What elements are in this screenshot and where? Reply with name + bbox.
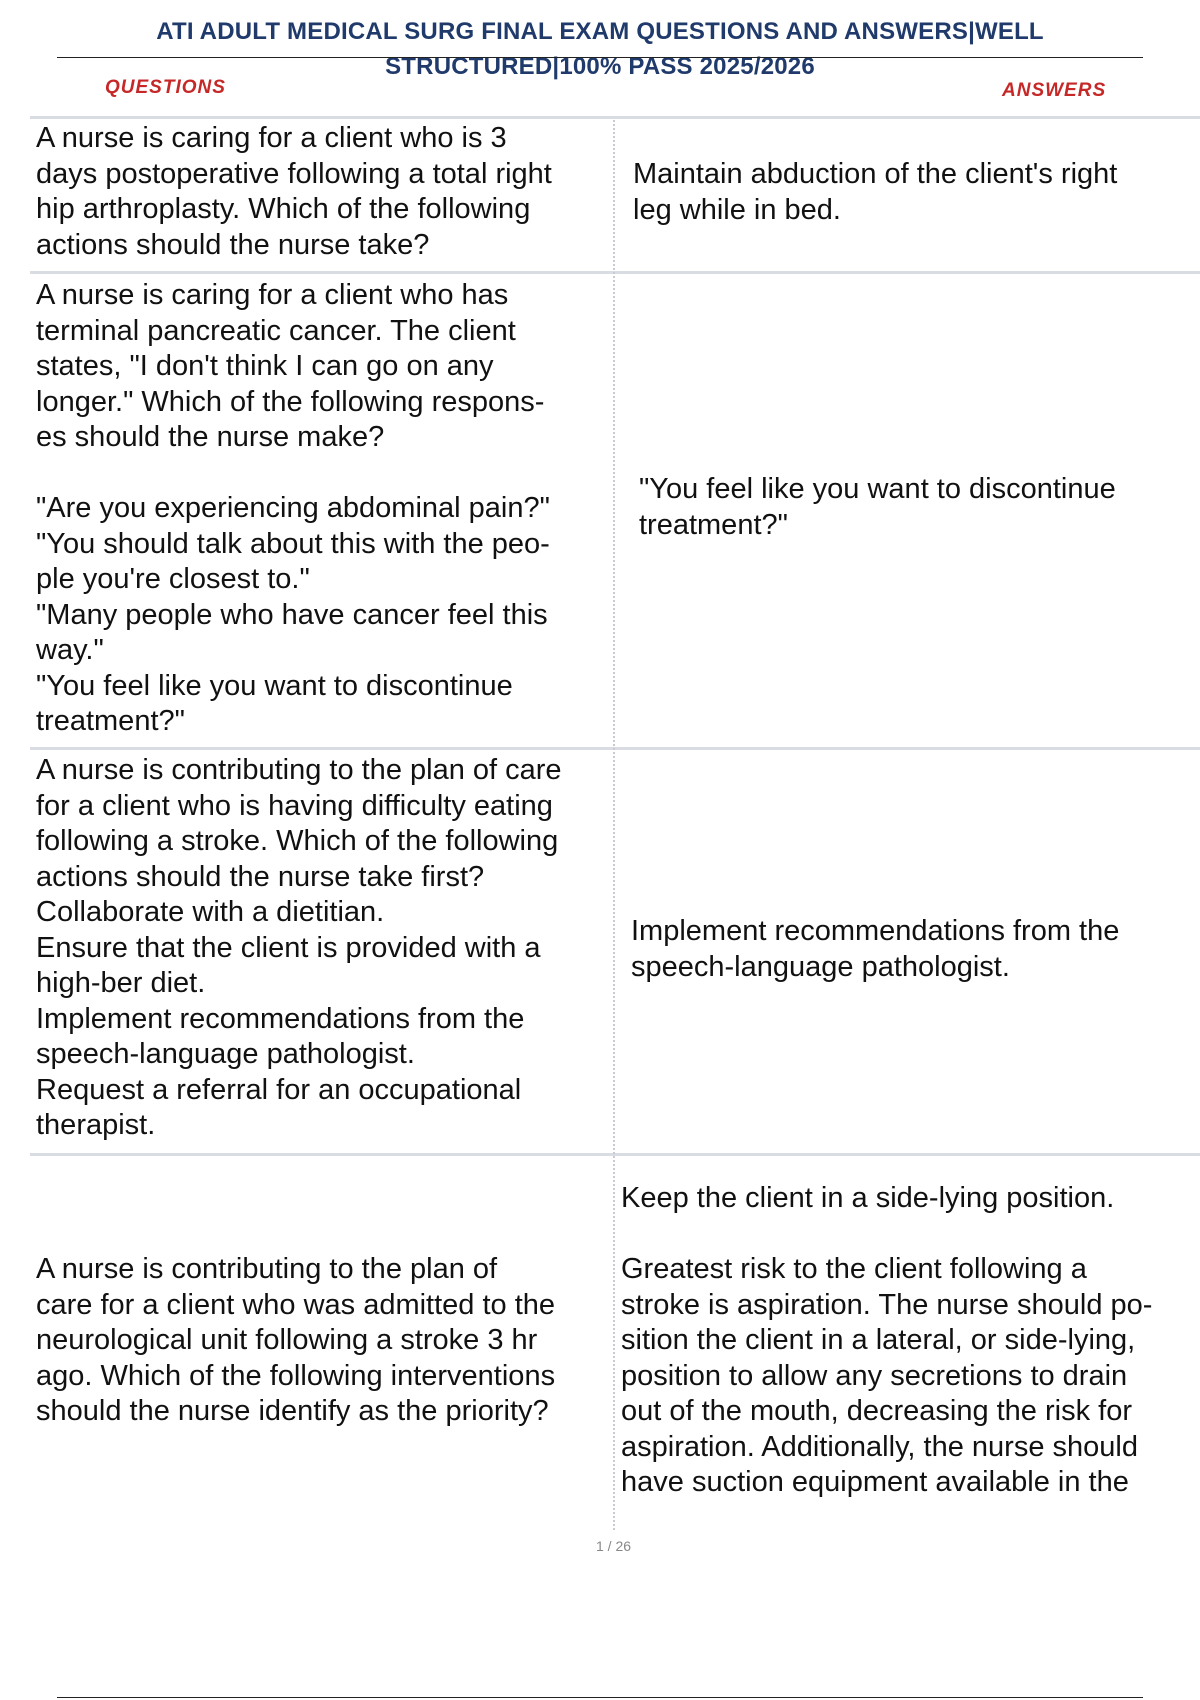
column-divider <box>613 120 615 1530</box>
page-number: 1 / 26 <box>595 1538 632 1554</box>
questions-column-header: QUESTIONS <box>105 77 226 98</box>
answers-column-header: ANSWERS <box>1002 80 1107 101</box>
answer-cell: Maintain abduction of the client's right leg while in bed. <box>633 158 1118 226</box>
question-cell: A nurse is caring for a client who has terminal pancreatic cancer. The client states, "I don't think I can go on any longer." Which of the following respons- es should the nurse make? "Are you experiencing abdominal pain?" "You should talk about this with the peo- ple you're closest to." "Many people who have cancer feel this way." "You feel like you want to discontinue treatment?" <box>36 279 550 737</box>
answer-cell: "You feel like you want to discontinue treatment?" <box>639 473 1116 541</box>
answer-cell: Keep the client in a side-lying position. Greatest risk to the client following a stroke is aspiration. The nurse should po- sition the client in a lateral, or side-lying, position to allow any secretions to drain out of the mouth, decreasing the risk for aspiration. Additionally, the nurse should have suction equipment available in the <box>621 1182 1153 1498</box>
title-line-2: STRUCTURED|100% PASS 2025/2026 <box>385 53 815 80</box>
footer-rule <box>57 1697 1143 1698</box>
answer-cell: Implement recommendations from the speech-language pathologist. <box>631 915 1120 983</box>
row-divider <box>30 116 1200 119</box>
question-cell: A nurse is contributing to the plan of care for a client who is having difficulty eating following a stroke. Which of the following actions should the nurse take first? Collaborate with a dietitian. Ensure that the client is provided with a high-ber diet. Implement recommendations from the speech-language pathologist. Request a referral for an occupational therapist. <box>36 754 562 1141</box>
question-cell: A nurse is caring for a client who is 3 days postoperative following a total right hip arthroplasty. Which of the following actions should the nurse take? <box>36 122 552 261</box>
question-cell: A nurse is contributing to the plan of care for a client who was admitted to the neurological unit following a stroke 3 hr ago. Which of the following interventions should the nurse identify as the priority? <box>36 1253 556 1427</box>
row-divider <box>30 747 1200 750</box>
row-divider <box>30 271 1200 274</box>
row-divider <box>30 1153 1200 1156</box>
header-rule <box>57 57 1143 58</box>
title-line-1: ATI ADULT MEDICAL SURG FINAL EXAM QUESTIONS AND ANSWERS|WELL <box>156 18 1044 45</box>
